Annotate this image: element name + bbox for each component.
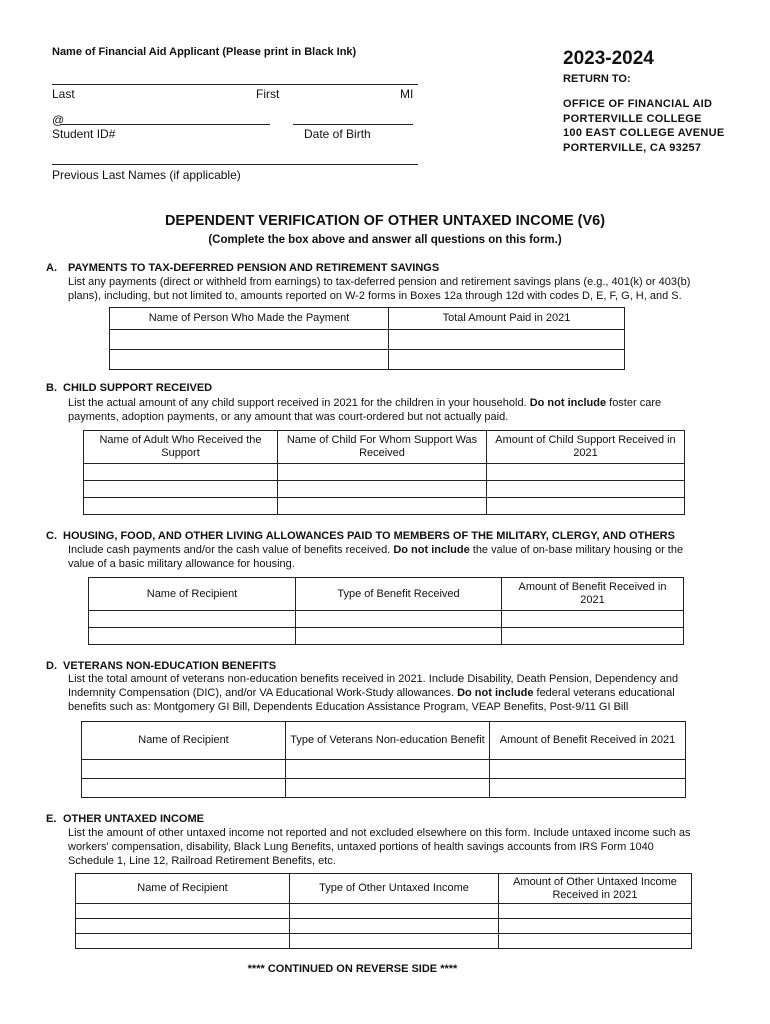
table-row xyxy=(89,611,684,628)
section-c-table xyxy=(88,577,684,645)
section-d-line xyxy=(68,686,678,700)
section-c-letter: C. xyxy=(46,530,57,542)
amount-cell[interactable] xyxy=(490,779,686,798)
middle-initial-label: MI xyxy=(400,87,414,101)
office-line: OFFICE OF FINANCIAL AID xyxy=(563,98,713,110)
form-title: DEPENDENT VERIFICATION OF OTHER UNTAXED INCOME (V6) xyxy=(164,213,606,229)
at-sign: @ xyxy=(52,113,65,127)
amount-cell[interactable] xyxy=(499,919,692,934)
benefit-type-cell[interactable] xyxy=(296,628,502,645)
amount-cell[interactable] xyxy=(389,350,625,370)
section-b-text xyxy=(68,396,661,424)
section-e-letter: E. xyxy=(46,813,57,825)
amount-cell[interactable] xyxy=(389,330,625,350)
income-type-cell[interactable] xyxy=(290,919,499,934)
amount-cell[interactable] xyxy=(490,760,686,779)
award-year: 2023-2024 xyxy=(563,48,654,69)
recipient-cell[interactable] xyxy=(76,904,290,919)
adult-name-cell[interactable] xyxy=(84,481,278,498)
section-d-line: benefits such as: Montgomery GI Bill, Dependents Education Assistance Program, VEAP Benefits, Post-9/11 GI Bill xyxy=(68,701,629,713)
section-d-col-amount: Amount of Benefit Received in 2021 xyxy=(490,722,686,760)
section-a-letter: A. xyxy=(46,262,57,274)
payer-name-cell[interactable] xyxy=(110,350,389,370)
recipient-cell[interactable] xyxy=(82,760,286,779)
section-b-text-part: List the actual amount of any child support received in 2021 for the children in your household. xyxy=(68,397,530,409)
amount-cell[interactable] xyxy=(487,481,685,498)
adult-name-cell[interactable] xyxy=(84,498,278,515)
section-b-table xyxy=(83,430,685,515)
continued-notice: **** CONTINUED ON REVERSE SIDE **** xyxy=(247,963,458,975)
previous-names-line[interactable] xyxy=(52,164,418,165)
section-e-line: Schedule 1, Line 12, Railroad Retirement Benefits, etc. xyxy=(68,855,336,867)
section-e-title: OTHER UNTAXED INCOME xyxy=(63,813,204,825)
applicant-name-label: Name of Financial Aid Applicant (Please print in Black Ink) xyxy=(52,46,357,58)
section-e-line: workers' compensation, disability, Black Lung Benefits, untaxed portions of health savings accounts from IRS Form 1040 xyxy=(68,841,654,853)
do-not-include-emphasis: Do not include xyxy=(393,544,470,556)
office-address xyxy=(563,97,725,155)
section-c-text-part: the value of on-base military housing or the xyxy=(469,544,684,556)
section-b-title: CHILD SUPPORT RECEIVED xyxy=(63,382,213,394)
section-c-line: value of a basic military allowance for housing. xyxy=(68,558,295,570)
section-a-col-amount: Total Amount Paid in 2021 xyxy=(389,308,625,330)
section-c-title: HOUSING, FOOD, AND OTHER LIVING ALLOWANCES PAID TO MEMBERS OF THE MILITARY, CLERGY, AND OTHERS xyxy=(63,530,675,542)
recipient-cell[interactable] xyxy=(82,779,286,798)
section-e-line: List the amount of other untaxed income not reported and not excluded elsewhere on this form. Include untaxed income such as xyxy=(68,827,691,839)
table-row xyxy=(84,464,685,481)
section-a-col-payer: Name of Person Who Made the Payment xyxy=(110,308,389,330)
form-subtitle: (Complete the box above and answer all questions on this form.) xyxy=(208,234,562,246)
section-c-col-benefit-type: Type of Benefit Received xyxy=(296,578,502,611)
date-of-birth-label: Date of Birth xyxy=(304,127,371,141)
recipient-cell[interactable] xyxy=(76,934,290,949)
section-b-col-adult: Name of Adult Who Received the Support xyxy=(84,431,278,464)
section-a-title: PAYMENTS TO TAX-DEFERRED PENSION AND RETIREMENT SAVINGS xyxy=(68,262,440,274)
amount-cell[interactable] xyxy=(487,464,685,481)
section-d-col-benefit-type: Type of Veterans Non-education Benefit xyxy=(286,722,490,760)
table-row xyxy=(89,628,684,645)
amount-cell[interactable] xyxy=(487,498,685,515)
table-row xyxy=(76,919,692,934)
section-a-line: plans), including, but not limited to, amounts reported on W-2 forms in Boxes 12a through 12d with codes D, E, F, G, H, and S. xyxy=(68,290,682,302)
dob-line[interactable] xyxy=(293,124,413,125)
section-c-text-part: Include cash payments and/or the cash value of benefits received. xyxy=(68,544,394,556)
section-d-text-part: Indemnity Compensation (DIC), and/or VA Educational Work-Study allowances. xyxy=(68,687,458,699)
amount-cell[interactable] xyxy=(499,934,692,949)
section-e-table xyxy=(75,873,692,949)
office-line: PORTERVILLE, CA 93257 xyxy=(563,141,702,154)
section-a-line: List any payments (direct or withheld from earnings) to tax-deferred pension and retirement savings plans (e.g., 401(k) or 403(b) xyxy=(68,276,691,288)
section-d-col-recipient: Name of Recipient xyxy=(82,722,286,760)
section-c-text xyxy=(68,543,683,571)
benefit-type-cell[interactable] xyxy=(296,611,502,628)
recipient-cell[interactable] xyxy=(89,628,296,645)
table-row xyxy=(84,498,685,515)
recipient-cell[interactable] xyxy=(89,611,296,628)
amount-cell[interactable] xyxy=(502,611,684,628)
return-to-label: RETURN TO: xyxy=(563,73,631,85)
payer-name-cell[interactable] xyxy=(110,330,389,350)
section-a-text xyxy=(68,275,690,303)
benefit-type-cell[interactable] xyxy=(286,760,490,779)
section-b-letter: B. xyxy=(46,382,57,394)
income-type-cell[interactable] xyxy=(290,904,499,919)
section-e-text xyxy=(68,826,691,868)
adult-name-cell[interactable] xyxy=(84,464,278,481)
table-row xyxy=(76,904,692,919)
section-b-line xyxy=(68,396,661,410)
section-b-col-child: Name of Child For Whom Support Was Received xyxy=(278,431,487,464)
last-name-label: Last xyxy=(52,87,75,101)
section-e-col-income-type: Type of Other Untaxed Income xyxy=(290,874,499,904)
do-not-include-emphasis: Do not include xyxy=(529,397,607,409)
office-line: PORTERVILLE COLLEGE xyxy=(563,112,702,125)
amount-cell[interactable] xyxy=(499,904,692,919)
section-d-table xyxy=(81,721,686,798)
section-d-letter: D. xyxy=(46,660,57,672)
section-c-col-amount: Amount of Benefit Received in 2021 xyxy=(502,578,684,611)
income-type-cell[interactable] xyxy=(290,934,499,949)
recipient-cell[interactable] xyxy=(76,919,290,934)
benefit-type-cell[interactable] xyxy=(286,779,490,798)
section-b-text-part: foster care xyxy=(606,397,662,409)
previous-names-label: Previous Last Names (if applicable) xyxy=(52,168,241,182)
section-c-line xyxy=(68,543,683,557)
section-e-col-amount: Amount of Other Untaxed Income Received in 2021 xyxy=(499,874,692,904)
section-b-col-amount: Amount of Child Support Received in 2021 xyxy=(487,431,685,464)
child-name-cell[interactable] xyxy=(278,464,487,481)
section-d-line: List the total amount of veterans non-education benefits received in 2021. Include Disability, Death Pension, Dependency and xyxy=(68,673,679,685)
section-b-line: payments, adoption payments, or any amount that was court-ordered but not actually paid. xyxy=(68,411,509,423)
table-row xyxy=(110,330,625,350)
amount-cell[interactable] xyxy=(502,628,684,645)
do-not-include-emphasis: Do not include xyxy=(457,687,534,699)
office-line: 100 EAST COLLEGE AVENUE xyxy=(563,127,725,139)
child-name-cell[interactable] xyxy=(278,498,487,515)
section-d-text xyxy=(68,672,678,714)
student-id-line[interactable] xyxy=(60,124,270,125)
table-row xyxy=(82,760,686,779)
table-row xyxy=(84,481,685,498)
section-c-col-recipient: Name of Recipient xyxy=(89,578,296,611)
name-line[interactable] xyxy=(52,84,418,85)
first-name-label: First xyxy=(256,87,280,101)
table-row xyxy=(110,350,625,370)
child-name-cell[interactable] xyxy=(278,481,487,498)
section-d-title: VETERANS NON-EDUCATION BENEFITS xyxy=(63,660,277,672)
section-a-table xyxy=(109,307,625,370)
table-row xyxy=(76,934,692,949)
section-d-text-part: federal veterans educational xyxy=(533,687,675,699)
section-e-col-recipient: Name of Recipient xyxy=(76,874,290,904)
table-row xyxy=(82,779,686,798)
student-id-label: Student ID# xyxy=(52,127,116,141)
